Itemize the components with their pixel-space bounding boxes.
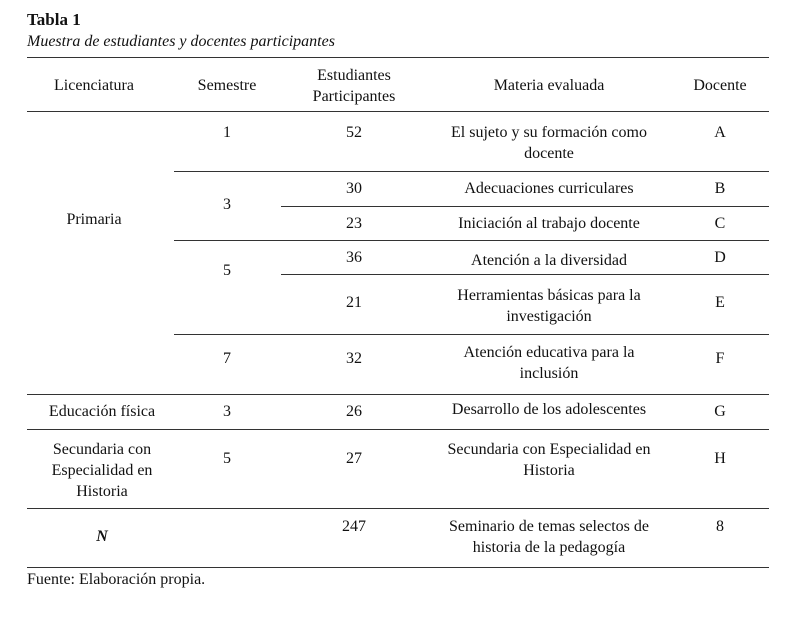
header-estudiantes: Estudiantes xyxy=(317,67,391,84)
top-rule xyxy=(27,57,769,58)
cell-estudiantes: 27 xyxy=(346,450,362,467)
cell-materia: historia de la pedagogía xyxy=(472,539,626,556)
bottom-rule xyxy=(27,567,769,568)
header-materia: Materia evaluada xyxy=(493,77,605,94)
cell-docente: C xyxy=(714,215,726,232)
header-docente: Docente xyxy=(693,77,747,94)
header-participantes: Participantes xyxy=(312,88,396,105)
cell-materia: docente xyxy=(524,145,574,162)
cell-estudiantes: 32 xyxy=(346,350,362,367)
cell-docente: H xyxy=(714,450,726,467)
cell-materia: inclusión xyxy=(519,365,579,382)
cell-materia: Desarrollo de los adolescentes xyxy=(451,401,647,418)
cell-materia: Secundaria con Especialidad en xyxy=(447,441,651,458)
cell-docente: G xyxy=(714,403,726,420)
cell-materia: Herramientas básicas para la xyxy=(457,287,641,304)
cell-semestre: 1 xyxy=(223,124,231,141)
cell-semestre: 3 xyxy=(223,196,231,213)
group-secundaria: Especialidad en xyxy=(51,462,153,479)
cell-materia: Historia xyxy=(523,462,575,479)
cell-estudiantes: 23 xyxy=(346,215,362,232)
cell-estudiantes: 247 xyxy=(342,518,366,535)
table-subtitle: Muestra de estudiantes y docentes participantes xyxy=(27,33,335,50)
cell-docente: B xyxy=(714,180,726,197)
group-secundaria: Historia xyxy=(76,483,128,500)
group-total: N xyxy=(96,528,108,545)
header-semestre: Semestre xyxy=(197,77,257,94)
row-rule xyxy=(27,508,769,509)
header-licenciatura: Licenciatura xyxy=(54,77,134,94)
row-rule xyxy=(174,334,769,335)
cell-materia: Seminario de temas selectos de xyxy=(449,518,649,535)
row-rule xyxy=(281,274,769,275)
cell-materia: investigación xyxy=(506,308,592,325)
cell-semestre: 3 xyxy=(223,403,231,420)
group-primaria: Primaria xyxy=(66,211,122,228)
table-footnote: Fuente: Elaboración propia. xyxy=(27,571,206,588)
cell-docente: E xyxy=(715,294,725,311)
cell-estudiantes: 21 xyxy=(346,294,362,311)
row-rule xyxy=(27,429,769,430)
header-rule xyxy=(27,111,769,112)
row-rule xyxy=(281,206,769,207)
cell-materia: Iniciación al trabajo docente xyxy=(458,215,640,232)
row-rule xyxy=(174,240,769,241)
cell-estudiantes: 36 xyxy=(346,249,362,266)
cell-docente: F xyxy=(715,350,725,367)
cell-docente: A xyxy=(714,124,726,141)
cell-estudiantes: 30 xyxy=(346,180,362,197)
cell-semestre: 5 xyxy=(223,450,231,467)
cell-estudiantes: 52 xyxy=(346,124,362,141)
cell-semestre: 7 xyxy=(223,350,231,367)
cell-materia: El sujeto y su formación como xyxy=(451,124,647,141)
table-title: Tabla 1 xyxy=(27,10,81,29)
cell-docente: D xyxy=(714,249,726,266)
cell-materia: Atención educativa para la xyxy=(463,344,635,361)
row-rule xyxy=(27,394,769,395)
cell-materia: Atención a la diversidad xyxy=(471,252,627,269)
row-rule xyxy=(174,171,769,172)
group-educacion-fisica: Educación física xyxy=(48,403,156,420)
group-secundaria: Secundaria con xyxy=(52,441,152,458)
cell-docente: 8 xyxy=(716,518,724,535)
cell-estudiantes: 26 xyxy=(346,403,362,420)
cell-semestre: 5 xyxy=(223,262,231,279)
cell-materia: Adecuaciones curriculares xyxy=(464,180,634,197)
